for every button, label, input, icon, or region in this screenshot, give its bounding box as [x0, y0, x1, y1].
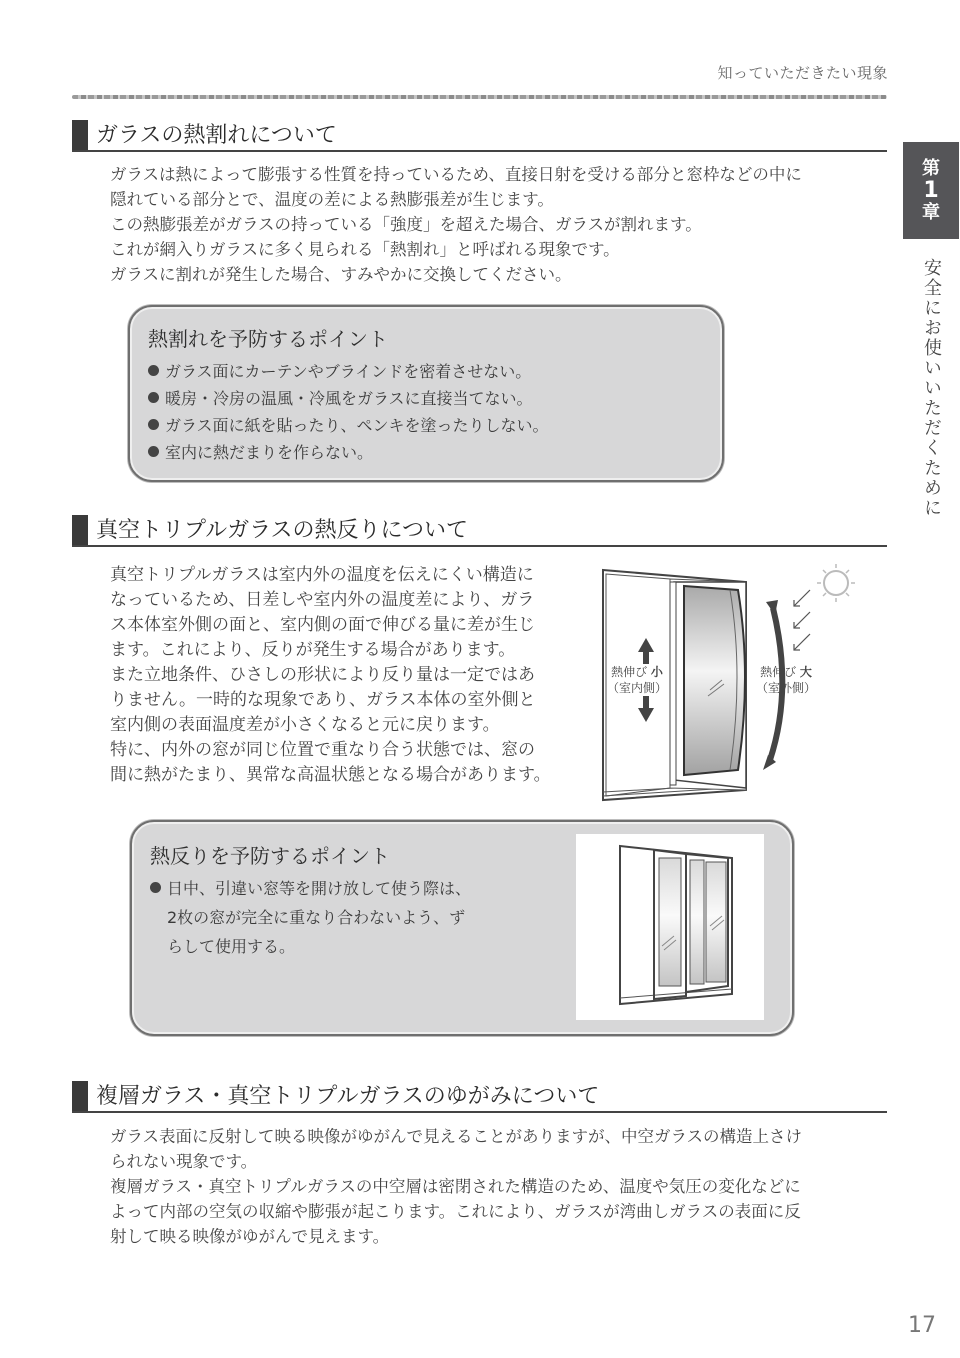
sun-icon	[817, 564, 855, 602]
section-heading-2	[72, 515, 887, 547]
paragraph-line: られない現象です。	[110, 1152, 258, 1171]
paragraph-line: ガラスは熱によって膨張する性質を持っているため、直接日射を受ける部分と窓枠などの中に	[110, 165, 802, 184]
chapter-prefix: 第	[922, 157, 940, 179]
paragraph-line: 真空トリプルガラスは室内外の温度を伝えにくい構造に	[110, 565, 534, 585]
glass-warp-figure	[598, 560, 868, 805]
paragraph-line: ガラス表面に反射して映る映像がゆがんで見えることがありますが、中空ガラスの構造上さけ	[110, 1127, 803, 1146]
paragraph-line: 室内側の表面温度差が小さくなると元に戻ります。	[110, 715, 500, 735]
chapter-tab	[903, 142, 959, 239]
paragraph-line: 特に、内外の窓が同じ位置で重なり合う状態では、窓の	[110, 740, 535, 760]
section-3-body	[110, 1124, 802, 1249]
section-heading-1	[72, 120, 887, 152]
paragraph-line: 射して映る映像がゆがんで見えます。	[110, 1227, 390, 1246]
tip-item: 2枚の窓が完全に重なり合わないよう、ず	[167, 908, 466, 927]
tip-item: ガラス面にカーテンやブラインドを密着させない。	[148, 358, 549, 385]
section-title: 複層ガラス・真空トリプルガラスのゆがみについて	[96, 1084, 600, 1109]
paragraph-line: よって内部の空気の収縮や膨張が起こります。これにより、ガラスが湾曲しガラスの表面に反	[110, 1202, 801, 1221]
running-head: 知っていただきたい現象	[717, 64, 888, 82]
paragraph-line: りません。一時的な現象であり、ガラス本体の室外側と	[110, 690, 536, 710]
paragraph-line: なっているため、日差しや室内外の温度差により、ガラ	[110, 590, 535, 610]
bullet-icon	[150, 882, 161, 893]
bullet-icon	[148, 392, 159, 403]
paragraph-line: ス本体室外側の面と、室内側の面で伸びる量に差が生じ	[110, 615, 535, 635]
tip-item: 暖房・冷房の温風・冷風をガラスに直接当てない。	[148, 385, 549, 412]
chapter-number: 1	[923, 177, 939, 203]
section-title: 真空トリプルガラスの熱反りについて	[96, 518, 469, 543]
bullet-icon	[148, 419, 159, 430]
sliding-window-illustration	[576, 834, 764, 1020]
chapter-suffix: 章	[922, 201, 940, 223]
section-2-body	[110, 563, 551, 788]
paragraph-line: この熱膨張差がガラスの持っている「強度」を超えた場合、ガラスが割れます。	[110, 215, 702, 234]
paragraph-line: ます。これにより、反りが発生する場合があります。	[110, 640, 516, 660]
page-number: 17	[908, 1313, 936, 1338]
paragraph-line: ガラスに割れが発生した場合、すみやかに交換してください。	[110, 265, 572, 284]
label-outdoor: 熱伸び 大 （室外側）	[755, 665, 816, 695]
tip-item: 室内に熱だまりを作らない。	[148, 439, 549, 466]
paragraph-line: これが網入りガラスに多く見られる「熱割れ」と呼ばれる現象です。	[110, 240, 620, 259]
heading-bar	[72, 120, 88, 150]
label-indoor: 熱伸び 小 （室内側）	[606, 665, 667, 695]
tip-title: 熱反りを予防するポイント	[150, 844, 390, 868]
tip-box-heat-crack	[128, 305, 724, 482]
tip-title: 熱割れを予防するポイント	[148, 327, 388, 351]
emphasis-small: 小	[650, 665, 663, 679]
tip-item: 日中、引違い窓等を開け放して使う際は、	[150, 874, 471, 903]
paragraph-line: 複層ガラス・真空トリプルガラスの中空層は密閉された構造のため、温度や気圧の変化などに	[110, 1177, 801, 1196]
paragraph-line: また立地条件、ひさしの形状により反り量は一定ではあ	[110, 665, 535, 685]
section-title: ガラスの熱割れについて	[96, 123, 337, 148]
tip-list	[150, 874, 471, 961]
bullet-icon	[148, 365, 159, 376]
paragraph-line: 隠れている部分とで、温度の差による熱膨張差が生じます。	[110, 190, 554, 209]
tip-item: らして使用する。	[167, 937, 296, 956]
bullet-icon	[148, 446, 159, 457]
tip-item: ガラス面に紙を貼ったり、ペンキを塗ったりしない。	[148, 412, 549, 439]
header-rule	[72, 95, 887, 99]
section-1-body	[110, 162, 802, 287]
chapter-vertical-title: 安全にお使いいただくために	[921, 258, 942, 518]
section-heading-3	[72, 1081, 887, 1113]
tip-box-heat-warp	[130, 820, 794, 1036]
tip-list	[148, 358, 549, 466]
heading-bar	[72, 515, 88, 545]
paragraph-line: 間に熱がたまり、異常な高温状態となる場合があります。	[110, 765, 551, 785]
emphasis-large: 大	[799, 665, 812, 679]
heading-bar	[72, 1081, 88, 1111]
